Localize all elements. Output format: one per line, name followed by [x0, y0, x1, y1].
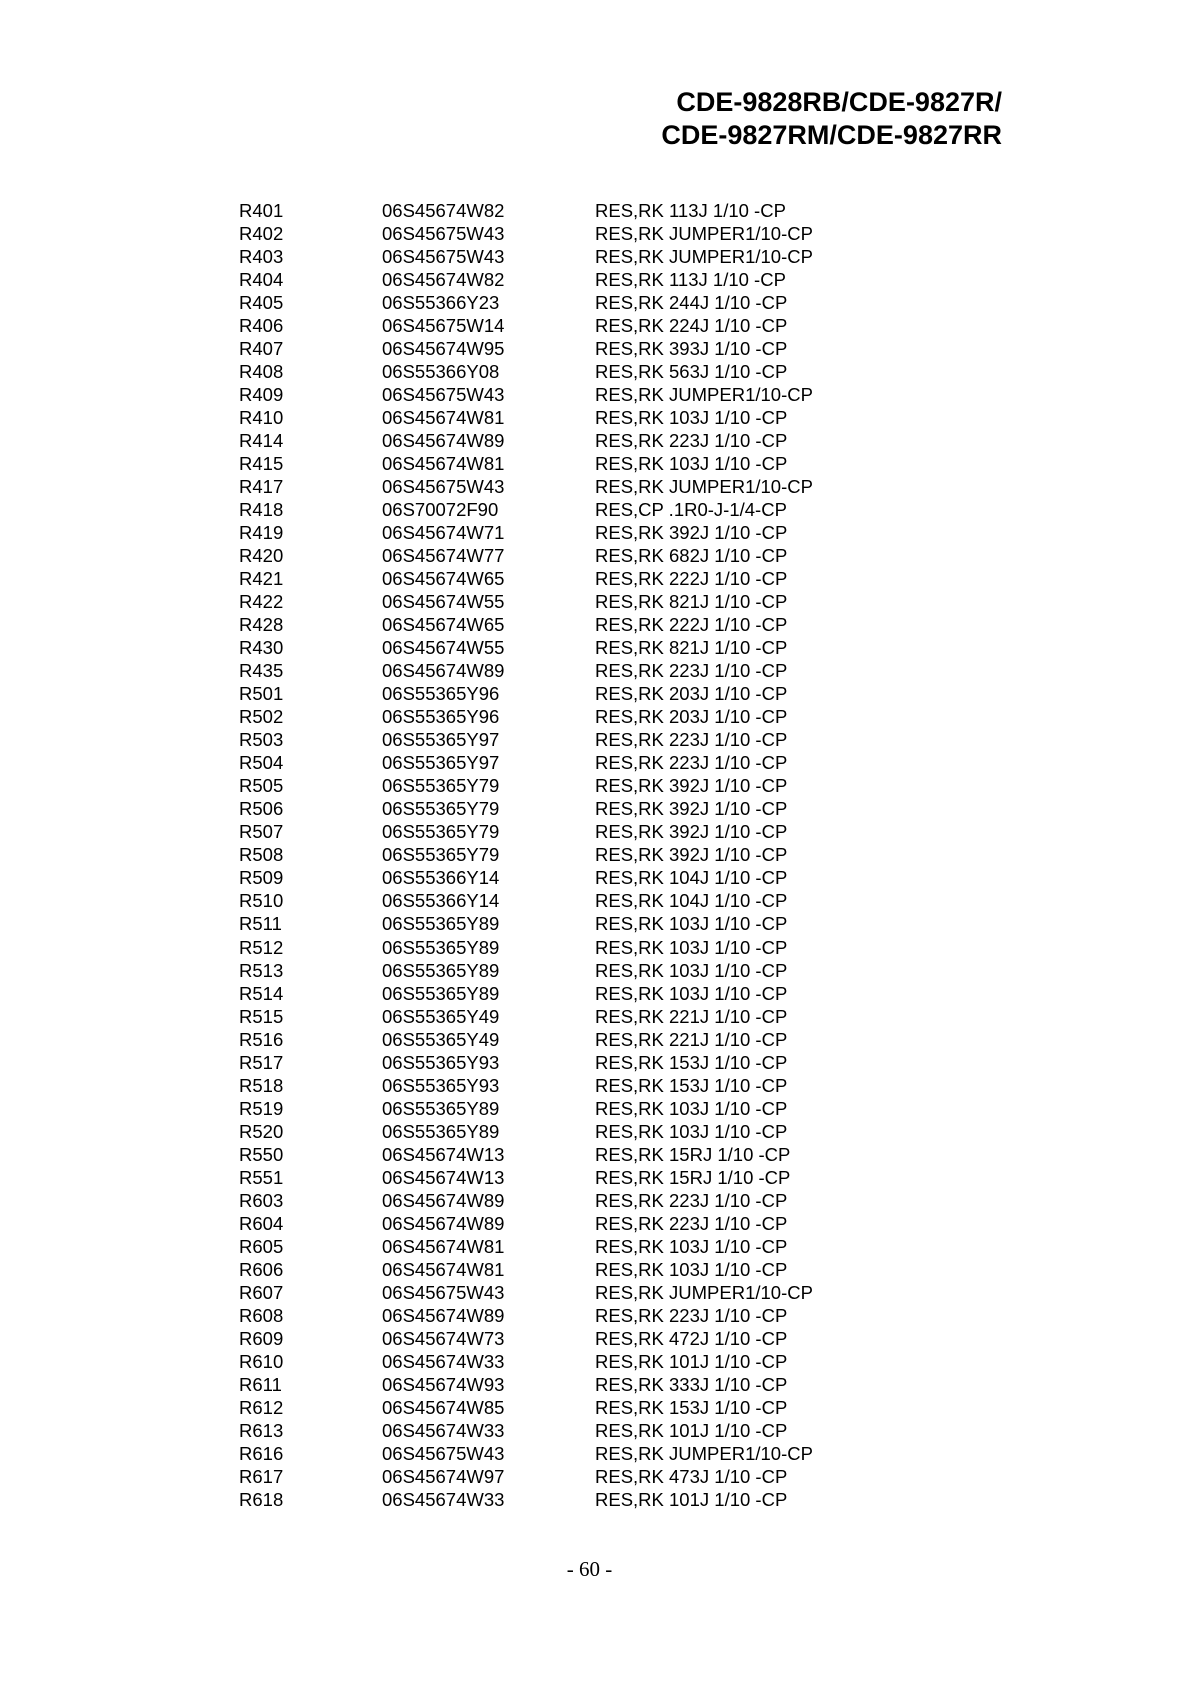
ref-designator: R516: [239, 1028, 284, 1050]
ref-designator: R503: [239, 729, 284, 751]
ref-designator: R414: [239, 430, 284, 452]
ref-designator: R617: [239, 1465, 284, 1487]
table-row: [239, 659, 895, 682]
table-row: [239, 797, 895, 820]
part-description: RES,RK 333J 1/10 -CP: [595, 1373, 788, 1395]
part-number: 06S55365Y93: [382, 1074, 500, 1096]
ref-designator: R550: [239, 1143, 284, 1165]
part-number: 06S55365Y79: [382, 775, 500, 797]
parts-list-table: [239, 199, 895, 1511]
ref-designator: R409: [239, 384, 284, 406]
table-row: [239, 383, 895, 406]
part-number: 06S45674W89: [382, 1212, 505, 1234]
ref-designator: R410: [239, 407, 284, 429]
part-number: 06S45674W82: [382, 269, 505, 291]
table-row: [239, 429, 895, 452]
part-number: 06S45675W43: [382, 476, 505, 498]
part-number: 06S45674W93: [382, 1373, 505, 1395]
part-number: 06S55365Y89: [382, 1097, 500, 1119]
table-row: [239, 636, 895, 659]
ref-designator: R502: [239, 706, 284, 728]
ref-designator: R402: [239, 223, 284, 245]
part-number: 06S55365Y49: [382, 1028, 500, 1050]
ref-designator: R420: [239, 545, 284, 567]
ref-designator: R419: [239, 522, 284, 544]
part-number: 06S55365Y89: [382, 982, 500, 1004]
part-number: 06S45674W33: [382, 1350, 505, 1372]
part-number: 06S55365Y89: [382, 959, 500, 981]
table-row: [239, 1304, 895, 1327]
part-description: RES,RK JUMPER1/10-CP: [595, 1442, 813, 1464]
part-description: RES,RK 103J 1/10 -CP: [595, 1120, 788, 1142]
part-description: RES,RK 103J 1/10 -CP: [595, 407, 788, 429]
table-row: [239, 1488, 895, 1511]
parts-list-body: [239, 199, 895, 1511]
table-row: [239, 268, 895, 291]
table-row: [239, 452, 895, 475]
ref-designator: R504: [239, 752, 284, 774]
table-row: [239, 521, 895, 544]
ref-designator: R428: [239, 614, 284, 636]
ref-designator: R613: [239, 1419, 284, 1441]
part-description: RES,RK 221J 1/10 -CP: [595, 1005, 788, 1027]
part-number: 06S45675W43: [382, 1442, 505, 1464]
part-description: RES,RK 103J 1/10 -CP: [595, 959, 788, 981]
part-number: 06S45674W85: [382, 1396, 505, 1418]
table-row: [239, 1074, 895, 1097]
table-row: [239, 912, 895, 935]
part-number: 06S55365Y79: [382, 821, 500, 843]
ref-designator: R610: [239, 1350, 284, 1372]
ref-designator: R611: [239, 1373, 282, 1395]
part-number: 06S55365Y89: [382, 1120, 500, 1142]
part-description: RES,RK 153J 1/10 -CP: [595, 1051, 788, 1073]
part-number: 06S55365Y96: [382, 706, 500, 728]
table-row: [239, 728, 895, 751]
part-number: 06S45674W81: [382, 407, 505, 429]
part-number: 06S45675W43: [382, 1281, 505, 1303]
table-row: [239, 245, 895, 268]
part-description: RES,RK 104J 1/10 -CP: [595, 890, 788, 912]
table-row: [239, 1442, 895, 1465]
table-row: [239, 682, 895, 705]
ref-designator: R512: [239, 936, 284, 958]
part-description: RES,RK 101J 1/10 -CP: [595, 1488, 788, 1510]
model-title-line-1: CDE-9828RB/CDE-9827R/: [676, 87, 1002, 117]
part-number: 06S55365Y97: [382, 752, 500, 774]
part-number: 06S55365Y49: [382, 1005, 500, 1027]
part-description: RES,RK JUMPER1/10-CP: [595, 246, 813, 268]
ref-designator: R415: [239, 453, 284, 475]
table-row: [239, 705, 895, 728]
table-row: [239, 889, 895, 912]
table-row: [239, 1028, 895, 1051]
ref-designator: R603: [239, 1189, 284, 1211]
part-description: RES,RK 223J 1/10 -CP: [595, 660, 788, 682]
part-number: 06S45674W55: [382, 591, 505, 613]
table-row: [239, 222, 895, 245]
part-description: RES,RK 223J 1/10 -CP: [595, 1212, 788, 1234]
part-number: 06S55366Y08: [382, 361, 500, 383]
part-description: RES,RK JUMPER1/10-CP: [595, 223, 813, 245]
part-description: RES,RK 392J 1/10 -CP: [595, 844, 788, 866]
part-description: RES,RK 223J 1/10 -CP: [595, 1189, 788, 1211]
ref-designator: R520: [239, 1120, 284, 1142]
ref-designator: R616: [239, 1442, 284, 1464]
table-row: [239, 1143, 895, 1166]
ref-designator: R408: [239, 361, 284, 383]
part-description: RES,RK 223J 1/10 -CP: [595, 729, 788, 751]
part-description: RES,RK 473J 1/10 -CP: [595, 1465, 788, 1487]
ref-designator: R515: [239, 1005, 284, 1027]
ref-designator: R405: [239, 292, 284, 314]
table-row: [239, 936, 895, 959]
part-description: RES,RK 392J 1/10 -CP: [595, 798, 788, 820]
table-row: [239, 1373, 895, 1396]
part-number: 06S45675W43: [382, 246, 505, 268]
table-row: [239, 406, 895, 429]
part-description: RES,RK 223J 1/10 -CP: [595, 1304, 788, 1326]
table-row: [239, 1281, 895, 1304]
ref-designator: R403: [239, 246, 284, 268]
part-description: RES,RK 203J 1/10 -CP: [595, 683, 788, 705]
part-description: RES,RK 222J 1/10 -CP: [595, 614, 788, 636]
table-row: [239, 1235, 895, 1258]
part-description: RES,RK 224J 1/10 -CP: [595, 315, 788, 337]
part-description: RES,RK 103J 1/10 -CP: [595, 453, 788, 475]
part-number: 06S55365Y93: [382, 1051, 500, 1073]
part-description: RES,RK JUMPER1/10-CP: [595, 476, 813, 498]
table-row: [239, 498, 895, 521]
table-row: [239, 820, 895, 843]
ref-designator: R608: [239, 1304, 284, 1326]
table-row: [239, 199, 895, 222]
table-row: [239, 843, 895, 866]
part-description: RES,RK 563J 1/10 -CP: [595, 361, 788, 383]
ref-designator: R501: [239, 683, 284, 705]
part-description: RES,RK 244J 1/10 -CP: [595, 292, 788, 314]
part-description: RES,RK 103J 1/10 -CP: [595, 1097, 788, 1119]
part-description: RES,RK 103J 1/10 -CP: [595, 913, 788, 935]
table-row: [239, 291, 895, 314]
part-number: 06S45674W97: [382, 1465, 505, 1487]
part-number: 06S45674W82: [382, 200, 505, 221]
part-number: 06S55365Y97: [382, 729, 500, 751]
table-row: [239, 544, 895, 567]
part-number: 06S45674W89: [382, 1304, 505, 1326]
table-row: [239, 1097, 895, 1120]
part-description: RES,RK JUMPER1/10-CP: [595, 384, 813, 406]
table-row: [239, 774, 895, 797]
part-number: 06S45674W71: [382, 522, 505, 544]
table-row: [239, 1327, 895, 1350]
table-row: [239, 982, 895, 1005]
part-number: 06S55366Y23: [382, 292, 500, 314]
part-description: RES,RK 821J 1/10 -CP: [595, 637, 788, 659]
ref-designator: R551: [239, 1166, 284, 1188]
ref-designator: R513: [239, 959, 284, 981]
part-description: RES,RK 222J 1/10 -CP: [595, 568, 788, 590]
part-number: 06S55365Y89: [382, 913, 500, 935]
part-description: RES,RK 113J 1/10 -CP: [595, 200, 786, 221]
part-description: RES,RK 203J 1/10 -CP: [595, 706, 788, 728]
ref-designator: R509: [239, 867, 284, 889]
ref-designator: R418: [239, 499, 284, 521]
ref-designator: R519: [239, 1097, 284, 1119]
part-description: RES,RK 472J 1/10 -CP: [595, 1327, 788, 1349]
part-number: 06S45674W77: [382, 545, 505, 567]
part-description: RES,RK 113J 1/10 -CP: [595, 269, 786, 291]
table-row: [239, 866, 895, 889]
part-number: 06S55365Y89: [382, 936, 500, 958]
part-description: RES,RK 221J 1/10 -CP: [595, 1028, 788, 1050]
part-number: 06S55366Y14: [382, 867, 500, 889]
ref-designator: R404: [239, 269, 284, 291]
part-description: RES,RK 392J 1/10 -CP: [595, 821, 788, 843]
part-number: 06S45674W13: [382, 1166, 505, 1188]
part-number: 06S45674W81: [382, 453, 505, 475]
ref-designator: R421: [239, 568, 284, 590]
ref-designator: R517: [239, 1051, 284, 1073]
part-number: 06S45674W55: [382, 637, 505, 659]
ref-designator: R435: [239, 660, 284, 682]
table-row: [239, 1419, 895, 1442]
part-number: 06S45674W65: [382, 568, 505, 590]
table-row: [239, 1258, 895, 1281]
part-number: 06S55365Y79: [382, 844, 500, 866]
ref-designator: R507: [239, 821, 284, 843]
part-description: RES,RK JUMPER1/10-CP: [595, 1281, 813, 1303]
part-description: RES,RK 393J 1/10 -CP: [595, 338, 788, 360]
ref-designator: R604: [239, 1212, 284, 1234]
part-number: 06S45674W89: [382, 660, 505, 682]
part-description: RES,RK 223J 1/10 -CP: [595, 430, 788, 452]
table-row: [239, 475, 895, 498]
part-number: 06S45674W33: [382, 1419, 505, 1441]
part-description: RES,RK 101J 1/10 -CP: [595, 1419, 788, 1441]
table-row: [239, 314, 895, 337]
part-description: RES,RK 392J 1/10 -CP: [595, 522, 788, 544]
part-description: RES,RK 392J 1/10 -CP: [595, 775, 788, 797]
ref-designator: R407: [239, 338, 284, 360]
part-number: 06S45674W13: [382, 1143, 505, 1165]
ref-designator: R514: [239, 982, 284, 1004]
page-number: - 60 -: [566, 1557, 613, 1581]
part-description: RES,RK 103J 1/10 -CP: [595, 936, 788, 958]
part-number: 06S70072F90: [382, 499, 499, 521]
part-number: 06S45674W89: [382, 1189, 505, 1211]
ref-designator: R406: [239, 315, 284, 337]
ref-designator: R518: [239, 1074, 284, 1096]
table-row: [239, 567, 895, 590]
ref-designator: R508: [239, 844, 284, 866]
part-number: 06S45674W81: [382, 1258, 505, 1280]
part-description: RES,RK 101J 1/10 -CP: [595, 1350, 788, 1372]
model-title-line-2: CDE-9827RM/CDE-9827RR: [661, 120, 1002, 150]
part-number: 06S45674W81: [382, 1235, 505, 1257]
part-description: RES,CP .1R0-J-1/4-CP: [595, 499, 787, 521]
part-description: RES,RK 103J 1/10 -CP: [595, 1235, 788, 1257]
table-row: [239, 613, 895, 636]
ref-designator: R618: [239, 1488, 284, 1510]
table-row: [239, 1166, 895, 1189]
ref-designator: R506: [239, 798, 284, 820]
part-number: 06S45674W65: [382, 614, 505, 636]
part-description: RES,RK 15RJ 1/10 -CP: [595, 1143, 791, 1165]
part-number: 06S45674W73: [382, 1327, 505, 1349]
part-description: RES,RK 821J 1/10 -CP: [595, 591, 788, 613]
table-row: [239, 337, 895, 360]
part-description: RES,RK 682J 1/10 -CP: [595, 545, 788, 567]
part-number: 06S45675W43: [382, 223, 505, 245]
part-number: 06S45675W43: [382, 384, 505, 406]
table-row: [239, 1005, 895, 1028]
table-row: [239, 1350, 895, 1373]
part-description: RES,RK 104J 1/10 -CP: [595, 867, 788, 889]
part-number: 06S45674W33: [382, 1488, 505, 1510]
ref-designator: R605: [239, 1235, 284, 1257]
ref-designator: R401: [239, 200, 284, 221]
table-row: [239, 959, 895, 982]
ref-designator: R510: [239, 890, 284, 912]
part-description: RES,RK 103J 1/10 -CP: [595, 982, 788, 1004]
part-number: 06S45674W95: [382, 338, 505, 360]
table-row: [239, 1212, 895, 1235]
ref-designator: R422: [239, 591, 284, 613]
table-row: [239, 1120, 895, 1143]
part-number: 06S55365Y79: [382, 798, 500, 820]
part-number: 06S45675W14: [382, 315, 505, 337]
part-description: RES,RK 15RJ 1/10 -CP: [595, 1166, 791, 1188]
part-description: RES,RK 223J 1/10 -CP: [595, 752, 788, 774]
ref-designator: R430: [239, 637, 284, 659]
table-row: [239, 1396, 895, 1419]
ref-designator: R609: [239, 1327, 284, 1349]
part-description: RES,RK 103J 1/10 -CP: [595, 1258, 788, 1280]
table-row: [239, 1189, 895, 1212]
ref-designator: R417: [239, 476, 284, 498]
table-row: [239, 1051, 895, 1074]
document-header: [661, 86, 1002, 152]
ref-designator: R511: [239, 913, 282, 935]
ref-designator: R505: [239, 775, 284, 797]
ref-designator: R612: [239, 1396, 284, 1418]
part-number: 06S45674W89: [382, 430, 505, 452]
part-number: 06S55366Y14: [382, 890, 500, 912]
table-row: [239, 751, 895, 774]
ref-designator: R606: [239, 1258, 284, 1280]
ref-designator: R607: [239, 1281, 284, 1303]
part-description: RES,RK 153J 1/10 -CP: [595, 1074, 788, 1096]
table-row: [239, 360, 895, 383]
part-number: 06S55365Y96: [382, 683, 500, 705]
part-description: RES,RK 153J 1/10 -CP: [595, 1396, 788, 1418]
table-row: [239, 1465, 895, 1488]
table-row: [239, 590, 895, 613]
